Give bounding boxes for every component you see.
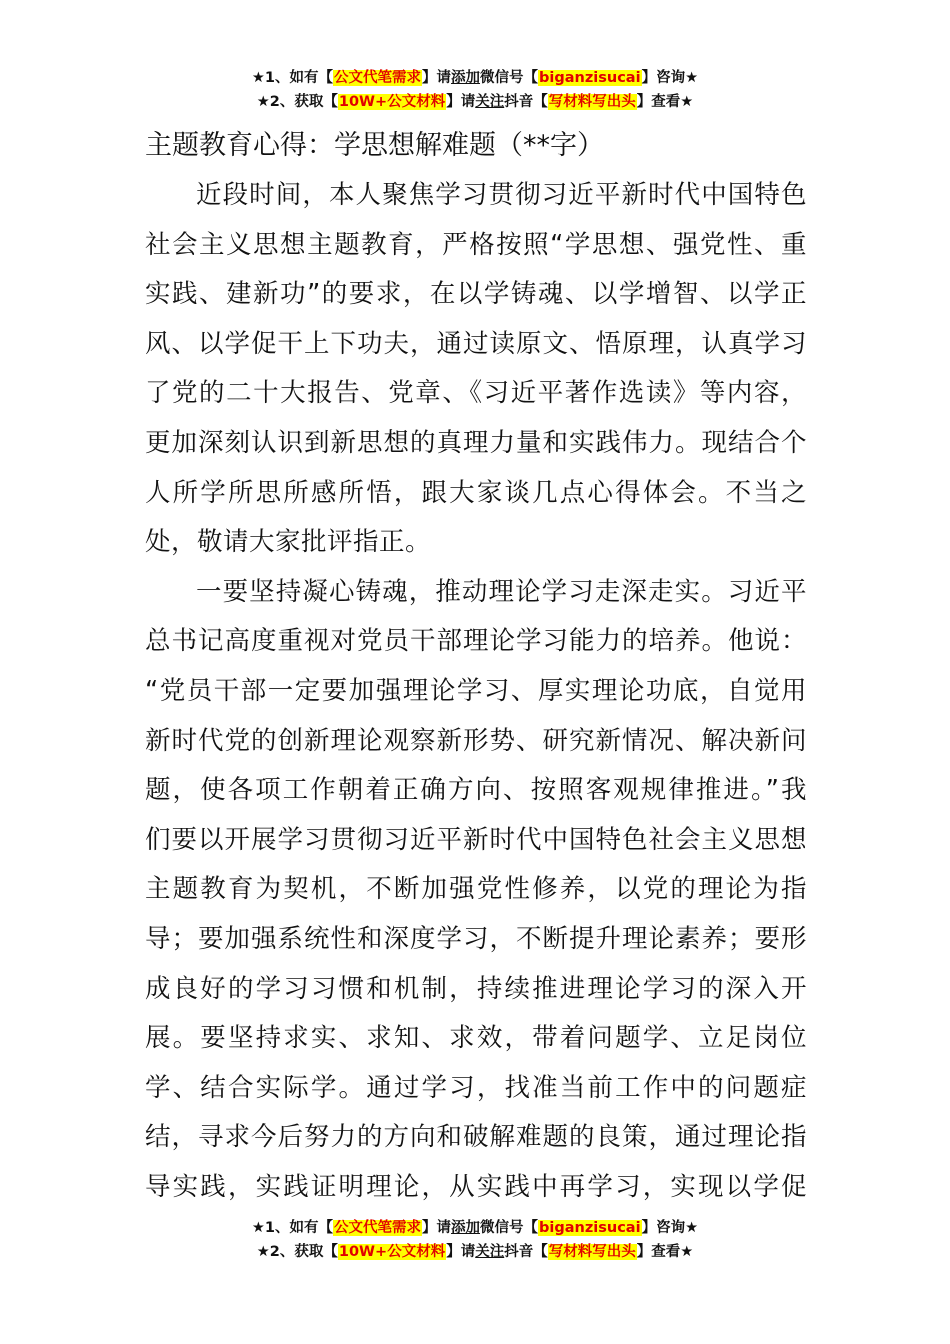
body-line: 了党的二十大报告、党章、《习近平著作选读》等内容， xyxy=(145,378,807,409)
body-line: 导实践，实践证明理论，从实践中再学习，实现以学促 xyxy=(145,1171,807,1202)
promo-text: 微信号【 xyxy=(480,1220,539,1236)
promo-text: 抖音【 xyxy=(504,1244,548,1260)
body-line: “党员干部一定要加强理论学习、厚实理论功底，自觉用 xyxy=(145,675,807,706)
promo-text: ★1、如有【 xyxy=(251,1220,334,1236)
promo-highlight-wechat-id: biganzisucai xyxy=(539,70,641,86)
promo-highlight-materials: 10W+公文材料 xyxy=(338,1244,446,1260)
promo-highlight-douyin-account: 写材料写出头 xyxy=(548,1244,636,1260)
promo-text: 】咨询★ xyxy=(641,1220,699,1236)
promo-line-2 xyxy=(0,90,950,114)
promo-highlight-service: 公文代笔需求 xyxy=(334,70,422,86)
body-line: 结，寻求今后努力的方向和破解难题的良策，通过理论指 xyxy=(145,1122,807,1153)
promo-line-1 xyxy=(0,66,950,90)
promo-highlight-douyin-account: 写材料写出头 xyxy=(548,94,636,110)
body-line: 实践、建新功”的要求，在以学铸魂、以学增智、以学正 xyxy=(145,279,807,310)
promo-text: 】请 xyxy=(422,1220,452,1236)
promo-text: 】查看★ xyxy=(636,1244,694,1260)
promo-highlight-wechat-id: biganzisucai xyxy=(539,1220,641,1236)
body-line: 导；要加强系统性和深度学习，不断提升理论素养；要形 xyxy=(145,923,807,954)
promo-text: 】咨询★ xyxy=(641,70,699,86)
promo-highlight-service: 公文代笔需求 xyxy=(334,1220,422,1236)
document-title: 主题教育心得：学思想解难题（**字） xyxy=(145,130,604,161)
header-promo-banner xyxy=(0,66,950,114)
promo-text: 】请 xyxy=(446,1244,476,1260)
promo-underlined-word: 添加 xyxy=(451,1220,481,1236)
promo-text: 】请 xyxy=(446,94,476,110)
body-line: 处，敬请大家批评指正。 xyxy=(145,527,432,558)
promo-text: 】请 xyxy=(422,70,452,86)
promo-line-2 xyxy=(0,1240,950,1264)
body-line: 题，使各项工作朝着正确方向、按照客观规律推进。”我 xyxy=(145,775,807,806)
body-line: 近段时间，本人聚焦学习贯彻习近平新时代中国特色 xyxy=(196,180,807,210)
body-line: 一要坚持凝心铸魂，推动理论学习走深走实。习近平 xyxy=(196,576,807,607)
document-body xyxy=(145,171,807,1212)
body-line: 们要以开展学习贯彻习近平新时代中国特色社会主义思想 xyxy=(145,824,807,855)
promo-underlined-word: 添加 xyxy=(451,70,481,86)
promo-highlight-materials: 10W+公文材料 xyxy=(338,94,446,110)
promo-underlined-word: 关注 xyxy=(475,94,505,110)
body-line: 风、以学促干上下功夫，通过读原文、悟原理，认真学习 xyxy=(145,328,807,359)
body-line: 人所学所思所感所悟，跟大家谈几点心得体会。不当之 xyxy=(145,477,807,508)
promo-text: ★2、获取【 xyxy=(256,94,338,110)
body-line: 社会主义思想主题教育，严格按照“学思想、强党性、重 xyxy=(145,229,807,260)
footer-promo-banner xyxy=(0,1216,950,1264)
body-line: 新时代党的创新理论观察新形势、研究新情况、解决新问 xyxy=(145,725,807,756)
body-line: 总书记高度重视对党员干部理论学习能力的培养。他说： xyxy=(145,626,807,657)
promo-line-1 xyxy=(0,1216,950,1240)
body-line: 主题教育为契机，不断加强党性修养，以党的理论为指 xyxy=(145,874,807,905)
promo-text: ★2、获取【 xyxy=(256,1244,338,1260)
body-line: 学、结合实际学。通过学习，找准当前工作中的问题症 xyxy=(145,1072,807,1103)
promo-text: 】查看★ xyxy=(636,94,694,110)
body-line: 更加深刻认识到新思想的真理力量和实践伟力。现结合个 xyxy=(145,427,807,458)
promo-text: ★1、如有【 xyxy=(251,70,334,86)
promo-text: 微信号【 xyxy=(480,70,539,86)
body-line: 成良好的学习习惯和机制，持续推进理论学习的深入开 xyxy=(145,973,807,1004)
promo-underlined-word: 关注 xyxy=(475,1244,505,1260)
body-line: 展。要坚持求实、求知、求效，带着问题学、立足岗位 xyxy=(145,1023,807,1054)
promo-text: 抖音【 xyxy=(504,94,548,110)
